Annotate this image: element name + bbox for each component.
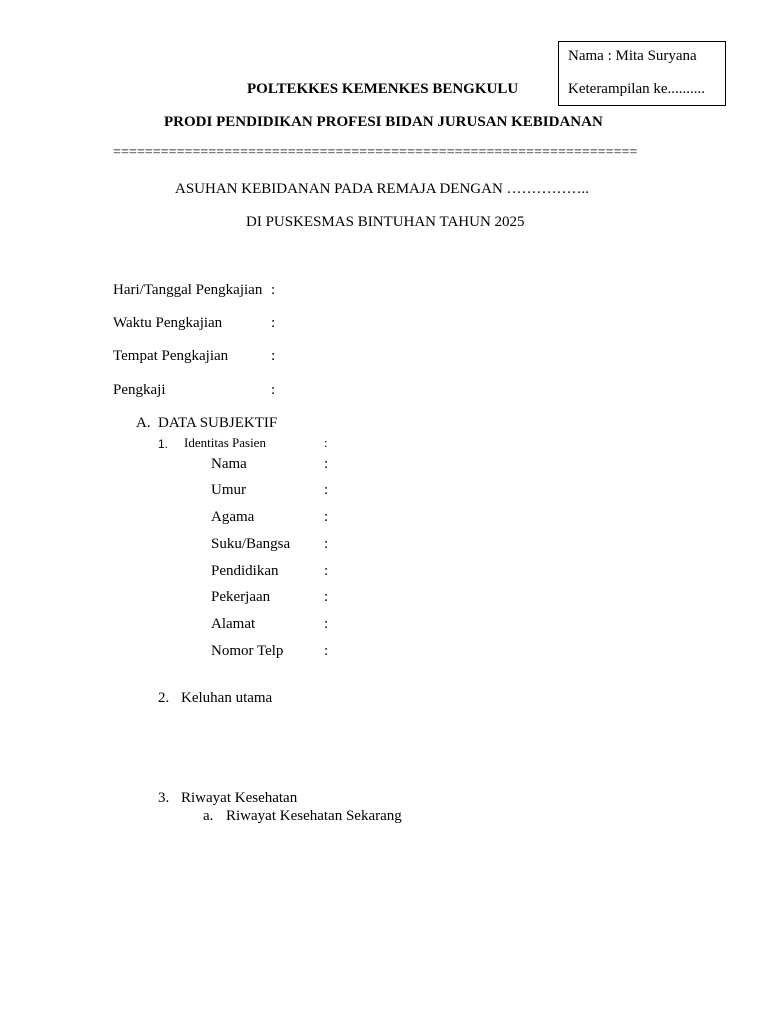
section-a-marker: A.: [136, 415, 151, 431]
assessor-label: Pengkaji: [113, 382, 166, 398]
item-3-label: Riwayat Kesehatan: [181, 790, 298, 806]
field-colon: :: [324, 616, 329, 632]
assessment-date-colon: :: [271, 282, 276, 298]
section-a-title: DATA SUBJEKTIF: [158, 415, 278, 431]
field-colon: :: [324, 536, 329, 552]
skill-number: Keterampilan ke..........: [568, 81, 706, 97]
item-3-number: 3.: [158, 790, 170, 806]
assessment-date-label: Hari/Tanggal Pengkajian: [113, 282, 263, 298]
field-colon: :: [324, 456, 329, 472]
item-2-number: 2.: [158, 690, 170, 706]
assessment-place-colon: :: [271, 348, 276, 364]
assessment-time-colon: :: [271, 315, 276, 331]
program-heading: PRODI PENDIDIKAN PROFESI BIDAN JURUSAN KEBIDANAN: [164, 114, 603, 130]
field-label: Nama: [211, 456, 247, 472]
field-label: Agama: [211, 509, 255, 525]
item-1-number: 1.: [158, 437, 169, 451]
assessment-place-label: Tempat Pengkajian: [113, 348, 229, 364]
field-label: Pendidikan: [211, 563, 279, 579]
field-colon: :: [324, 589, 329, 605]
separator-line: ==================================================================: [113, 145, 638, 160]
item-1-colon: :: [324, 435, 328, 450]
student-name: Nama : Mita Suryana: [568, 48, 697, 64]
item-1-label: Identitas Pasien: [184, 435, 266, 450]
assessment-time-label: Waktu Pengkajian: [113, 315, 223, 331]
item-2-label: Keluhan utama: [181, 690, 273, 706]
field-label: Umur: [211, 482, 246, 498]
document-subtitle: DI PUSKESMAS BINTUHAN TAHUN 2025: [246, 214, 525, 230]
field-label: Nomor Telp: [211, 643, 284, 659]
name-box: [558, 41, 726, 106]
document-title: ASUHAN KEBIDANAN PADA REMAJA DENGAN ……………..: [175, 181, 590, 197]
field-label: Alamat: [211, 616, 256, 632]
field-label: Pekerjaan: [211, 589, 271, 605]
item-3a-letter: a.: [203, 808, 214, 824]
assessor-colon: :: [271, 382, 276, 398]
field-label: Suku/Bangsa: [211, 536, 291, 552]
field-colon: :: [324, 563, 329, 579]
field-colon: :: [324, 509, 329, 525]
field-colon: :: [324, 643, 329, 659]
institution-heading: POLTEKKES KEMENKES BENGKULU: [247, 81, 519, 97]
item-3a-label: Riwayat Kesehatan Sekarang: [226, 808, 402, 824]
field-colon: :: [324, 482, 329, 498]
